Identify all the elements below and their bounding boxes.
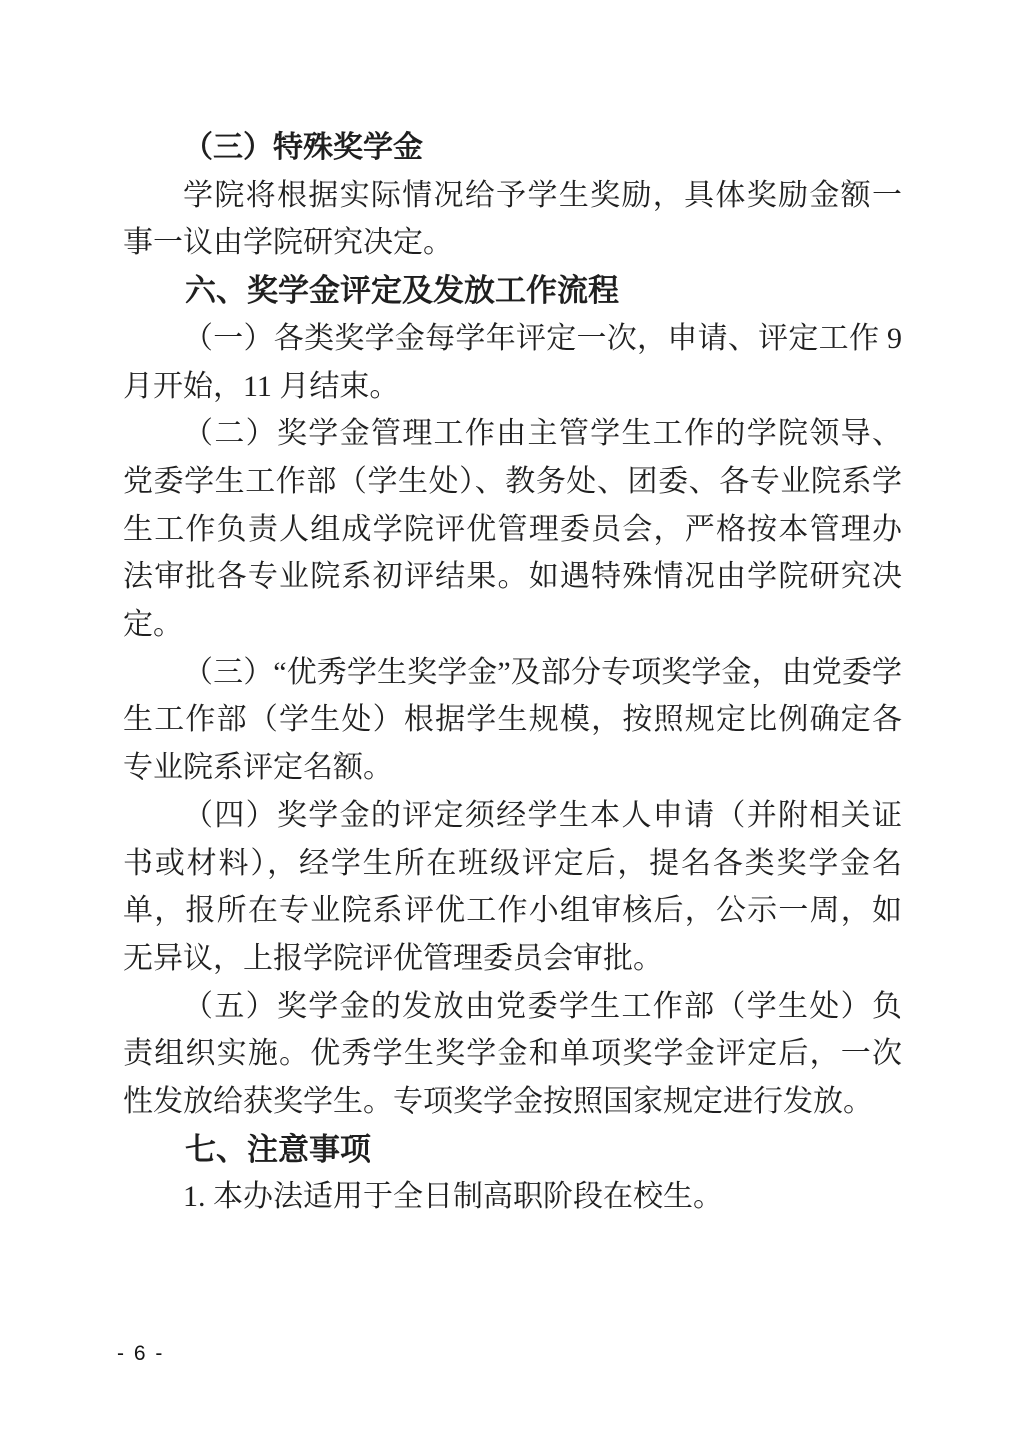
paragraph: （一）各类奖学金每学年评定一次，申请、评定工作 9 月开始，11 月结束。 <box>123 321 902 403</box>
document-body <box>123 124 902 1221</box>
page-number: - 6 - <box>117 1342 165 1365</box>
section-heading-evaluation-process: 六、奖学金评定及发放工作流程 <box>185 273 619 309</box>
section-heading-notes: 七、注意事项 <box>185 1131 371 1167</box>
paragraph: （四）奖学金的评定须经学生本人申请（并附相关证书或材料），经学生所在班级评定后，提名各类奖学金名单，报所在专业院系评优工作小组审核后，公示一周，如无异议，上报学院评优管理委员会审批。 <box>123 798 902 975</box>
paragraph: 学院将根据实际情况给予学生奖励，具体奖励金额一事一议由学院研究决定。 <box>123 178 902 260</box>
paragraph: （五）奖学金的发放由党委学生工作部（学生处）负责组织实施。优秀学生奖学金和单项奖学金评定后，一次性发放给获奖学生。专项奖学金按照国家规定进行发放。 <box>123 989 902 1119</box>
paragraph: 1. 本办法适用于全日制高职阶段在校生。 <box>183 1180 723 1214</box>
paragraph: （二）奖学金管理工作由主管学生工作的学院领导、党委学生工作部（学生处）、教务处、团委、各专业院系学生工作负责人组成学院评优管理委员会，严格按本管理办法审批各专业院系初评结果。如遇特殊情况由学院研究决定。 <box>123 417 902 642</box>
paragraph: （三）“优秀学生奖学金”及部分专项奖学金，由党委学生工作部（学生处）根据学生规模，按照规定比例确定各专业院系评定名额。 <box>123 655 902 785</box>
subsection-heading-special-scholarship: （三）特殊奖学金 <box>183 131 423 164</box>
